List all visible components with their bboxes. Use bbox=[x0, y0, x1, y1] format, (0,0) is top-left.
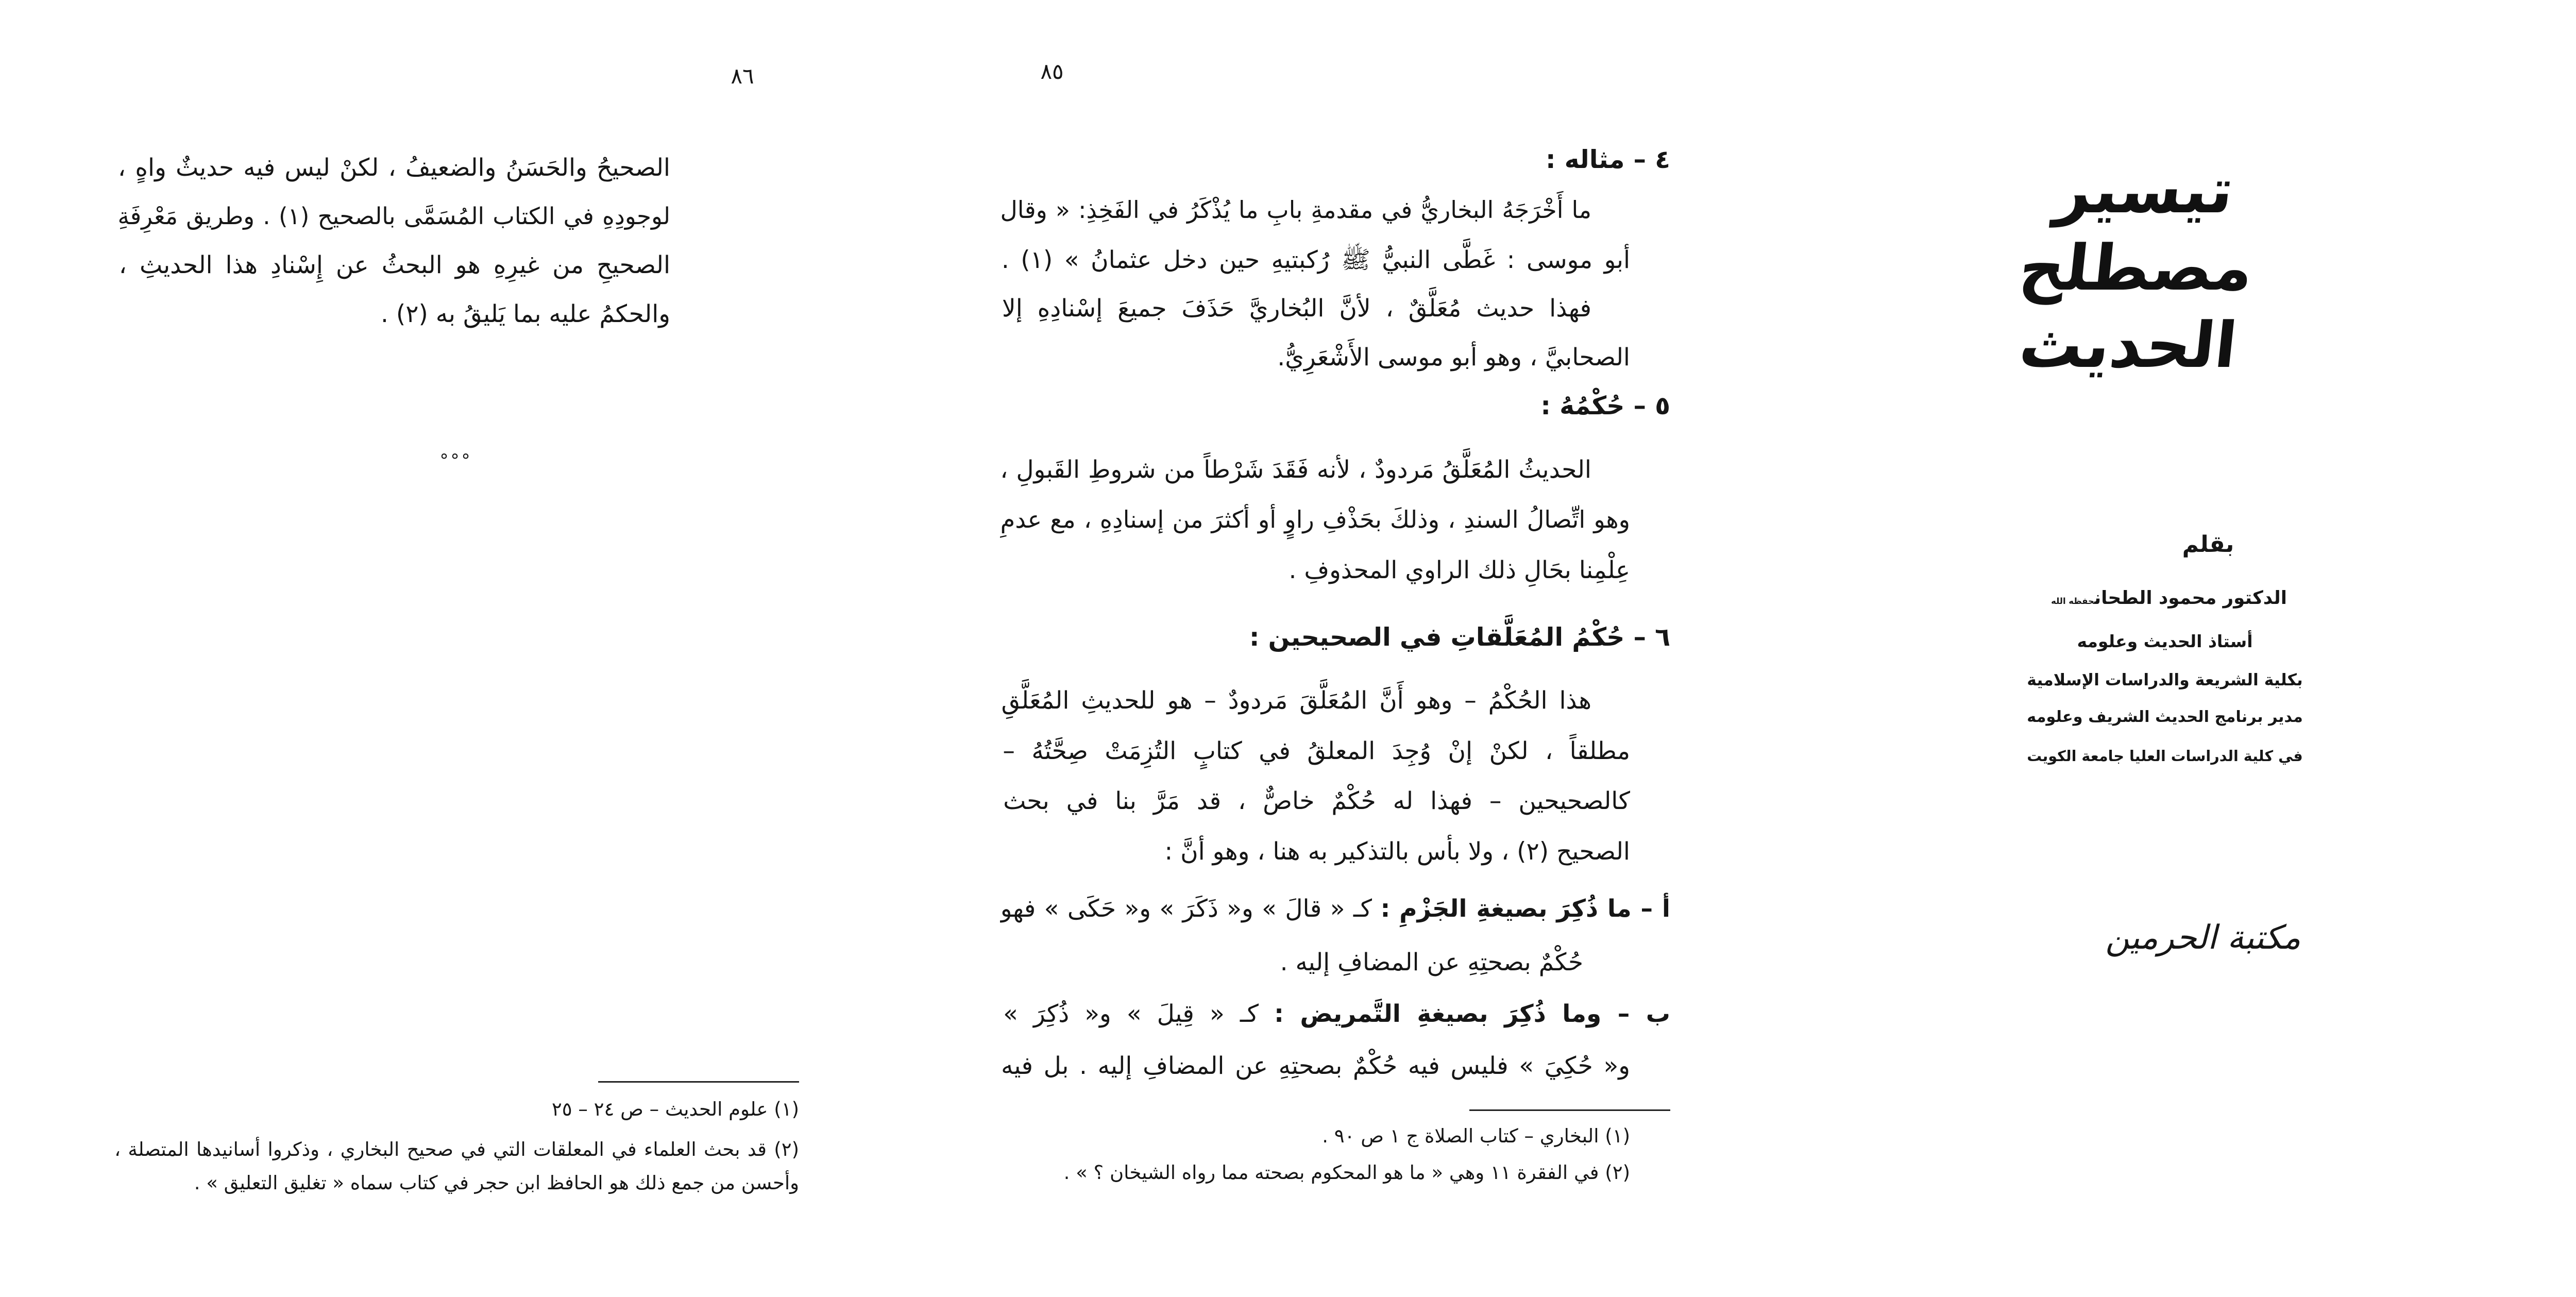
cover-panel bbox=[1752, 0, 2576, 1297]
body-line: ما أَخْرَجَهُ البخاريُّ في مقدمةِ بابِ ما يُذْكَرُ في الفَخِذِ: « وقال bbox=[1000, 196, 1591, 224]
body-line: كالصحيحين – فهذا له حُكْمٌ خاصٌّ ، قد مَرَّ بنا في بحث bbox=[1003, 787, 1630, 815]
section-end-mark: °°° bbox=[439, 450, 472, 471]
item-text: كـ « قالَ » و« ذَكَرَ » و« حَكَى » فهو bbox=[1000, 895, 1381, 923]
body-line: أبو موسى : غَطَّى النبيُّ ﷺ رُكبتيهِ حين دخل عثمانُ » (١) . bbox=[1001, 246, 1630, 274]
author-line bbox=[2047, 578, 2287, 619]
body-line: هذا الحُكْمُ – وهو أَنَّ المُعَلَّقَ مَردودٌ – هو للحديثِ المُعَلَّقِ bbox=[1001, 686, 1591, 715]
section-heading: ٦ – حُكْمُ المُعَلَّقاتِ في الصحيحين : bbox=[1249, 622, 1670, 652]
page-number: ٨٥ bbox=[1040, 59, 1064, 84]
body-line: مطلقاً ، لكنْ إنْ وُجِدَ المعلقُ في كتابٍ التُزِمَتْ صِحَّتُهُ – bbox=[1003, 737, 1630, 765]
body-line: الحديثُ المُعَلَّقُ مَردودٌ ، لأنه فَقَدَ شَرْطاً من شروطِ القَبولِ ، bbox=[1000, 456, 1591, 484]
page-number: ٨٦ bbox=[731, 63, 754, 89]
publisher-name: مكتبة الحرمين bbox=[2105, 919, 2301, 957]
body-line: الصحيحِ من غيرِهِ هو البحثُ عن إِسْنادِ هذا الحديثِ ، bbox=[118, 251, 670, 279]
footnote: (٢) في الفقرة ١١ وهي « ما هو المحكوم بصحته مما رواه الشيخان ؟ » . bbox=[1063, 1161, 1630, 1184]
affiliation-line: أستاذ الحديث وعلومه bbox=[2077, 631, 2253, 651]
body-line: وهو اتِّصالُ السندِ ، وذلكَ بحَذْفِ راوٍ أو أكثرَ من إسنادِهِ ، مع عدمِ bbox=[1000, 506, 1630, 533]
item-label: ب – وما ذُكِرَ بصيغةِ التَّمريض : bbox=[1274, 1000, 1670, 1028]
body-line: فهذا حديث مُعَلَّقٌ ، لأنَّ البُخاريَّ حَذَفَ جميعَ إسْنادِهِ إلا bbox=[1002, 294, 1591, 323]
section-heading: ٤ – مثاله : bbox=[1545, 145, 1670, 174]
footnote: وأحسن من جمع ذلك هو الحافظ ابن حجر في كتاب سماه « تغليق التعليق » . bbox=[194, 1172, 799, 1194]
footnote: (١) علوم الحديث – ص ٢٤ – ٢٥ bbox=[551, 1098, 799, 1120]
body-line: الصحيحُ والحَسَنُ والضعيفُ ، لكنْ ليس فيه حديثٌ واهٍ ، bbox=[117, 154, 670, 182]
item-label: أ – ما ذُكِرَ بصيغةِ الجَزْمِ : bbox=[1380, 895, 1670, 923]
list-item-b bbox=[1000, 989, 1670, 1038]
item-text: كـ « قِيلَ » و« ذُكِرَ » bbox=[1003, 1000, 1275, 1028]
footnote-rule bbox=[598, 1081, 799, 1083]
by-label: بقلم bbox=[2182, 531, 2234, 558]
affiliation-line: بكلية الشريعة والدراسات الإسلامية bbox=[2027, 671, 2303, 689]
section-heading: ٥ – حُكْمُهُ : bbox=[1540, 391, 1670, 420]
footnote: (٢) قد بحث العلماء في المعلقات التي في صحيح البخاري ، وذكروا أسانيدها المتصلة ، bbox=[114, 1138, 799, 1160]
affiliation-line: في كلية الدراسات العليا جامعة الكويت bbox=[2027, 747, 2303, 765]
list-item-a bbox=[1000, 884, 1670, 933]
book-title: تيسير مصطلح الحديث bbox=[2015, 154, 2257, 382]
footnote-rule bbox=[1469, 1109, 1670, 1111]
left-page bbox=[0, 0, 876, 1297]
affiliation-line: مدير برنامج الحديث الشريف وعلومه bbox=[2027, 708, 2303, 726]
right-page bbox=[876, 0, 1752, 1297]
body-line: لوجودِهِ في الكتاب المُسَمَّى بالصحيح (١) . وطريق مَعْرِفَةِ bbox=[117, 203, 670, 230]
item-text: حُكْمٌ بصحتِهِ عن المضافِ إليه . bbox=[1280, 948, 1583, 976]
author-name: الدكتور محمود الطحان bbox=[2094, 587, 2287, 609]
body-line: الصحابيَّ ، وهو أبو موسى الأَشْعَرِيُّ. bbox=[1277, 343, 1630, 372]
footnote: (١) البخاري – كتاب الصلاة ج ١ ص ٩٠ . bbox=[1322, 1125, 1630, 1147]
body-line: الصحيح (٢) ، ولا بأس بالتذكير به هنا ، وهو أنَّ : bbox=[1164, 837, 1630, 866]
author-honorific: حفظه الله bbox=[2051, 596, 2094, 606]
body-line: والحكمُ عليه بما يَليقُ به (٢) . bbox=[380, 300, 670, 328]
item-text: و« حُكِيَ » فليس فيه حُكْمٌ بصحتِهِ عن المضافِ إليه . بل فيه bbox=[1001, 1052, 1630, 1080]
body-line: عِلْمِنا بحَالِ ذلك الراوي المحذوفِ . bbox=[1289, 556, 1630, 584]
